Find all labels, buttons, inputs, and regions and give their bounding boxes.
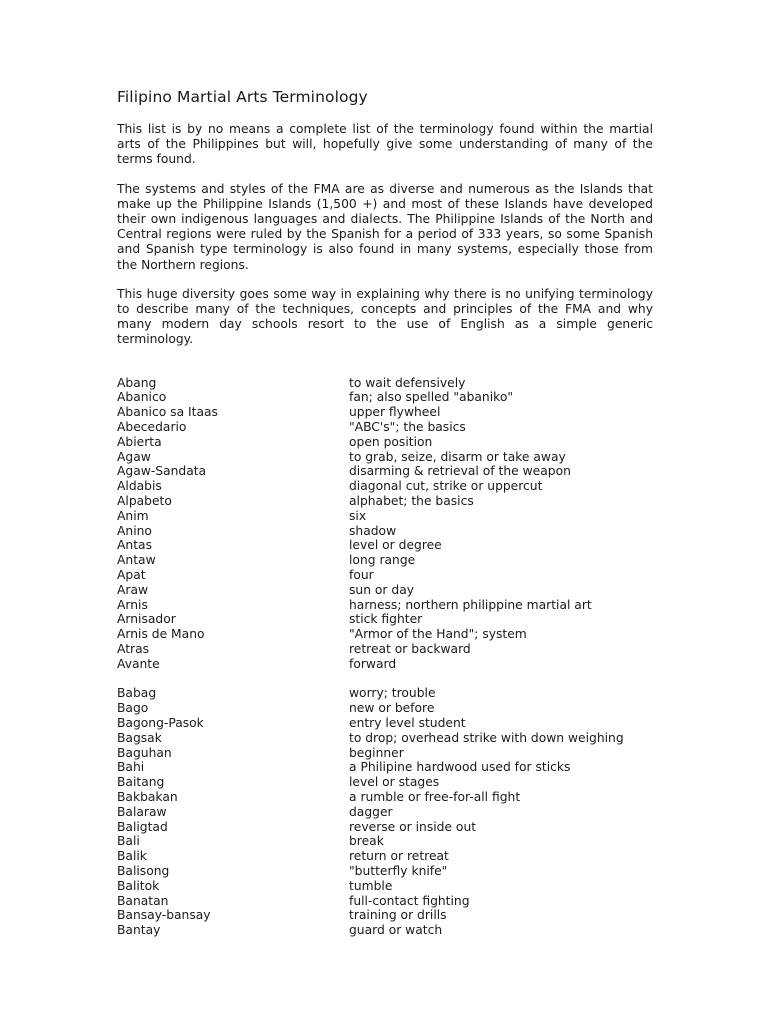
glossary-term: Baitang — [117, 775, 165, 790]
glossary-term: Bagong-Pasok — [117, 715, 204, 730]
glossary-definition: alphabet; the basics — [349, 494, 474, 509]
glossary-definition: shadow — [349, 523, 397, 538]
glossary-definition: to drop; overhead strike with down weighing — [349, 730, 624, 745]
glossary-row — [117, 716, 653, 731]
glossary-term: Bali — [117, 834, 140, 849]
glossary-definition: dagger — [349, 804, 393, 819]
document-title: Filipino Martial Arts Terminology — [117, 88, 368, 106]
glossary-definition: "ABC's"; the basics — [349, 420, 466, 435]
glossary-term: Anino — [117, 523, 152, 538]
glossary-term: Balisong — [117, 863, 170, 878]
glossary-term: Banatan — [117, 893, 169, 908]
glossary-row — [117, 642, 653, 657]
glossary-row — [117, 731, 653, 746]
glossary-row — [117, 701, 653, 716]
glossary-term: Aldabis — [117, 479, 162, 494]
glossary-definition: six — [349, 508, 367, 523]
glossary-row — [117, 420, 653, 435]
glossary-row — [117, 790, 653, 805]
glossary-row — [117, 849, 653, 864]
glossary-term: Avante — [117, 656, 160, 671]
glossary-row — [117, 494, 653, 509]
glossary-row — [117, 435, 653, 450]
glossary-row — [117, 479, 653, 494]
glossary-term: Agaw-Sandata — [117, 464, 207, 479]
glossary-definition: four — [349, 568, 374, 582]
glossary-definition: training or drills — [349, 908, 447, 923]
glossary-definition: open position — [349, 434, 433, 449]
intro-paragraph: This list is by no means a complete list of the terminology found within the martial arts of the Philippines but will, hopefully give some understanding of many of the terms found. — [117, 122, 653, 167]
glossary-row — [117, 538, 653, 553]
glossary-row — [117, 657, 653, 672]
glossary-definition: level or stages — [349, 775, 440, 790]
glossary-row — [117, 405, 653, 420]
history-paragraph: The systems and styles of the FMA are as diverse and numerous as the Islands that make up the Philippine Islands (1,500 +) and most of these Islands have developed their own indigenous languages and dialects. The Philippine Islands of the North and Central regions were ruled by the Spanish for a period of 333 years, so some Spanish and Spanish type terminology is also found in many systems, especially those from the Northern regions. — [117, 181, 653, 272]
glossary-term: Balitok — [117, 878, 160, 893]
glossary-term: Bakbakan — [117, 789, 178, 804]
glossary-term: Abanico sa Itaas — [117, 405, 218, 420]
glossary-term: Balik — [117, 849, 147, 864]
glossary-definition: harness; northern philippine martial art — [349, 597, 592, 612]
glossary-row — [117, 627, 653, 642]
glossary-row — [117, 598, 653, 613]
glossary-term: Baligtad — [117, 819, 168, 834]
glossary-term: Balaraw — [117, 804, 167, 819]
glossary-definition: full-contact fighting — [349, 893, 470, 908]
glossary-definition: retreat or backward — [349, 641, 471, 656]
glossary-definition: beginner — [349, 745, 404, 760]
glossary-definition: to grab, seize, disarm or take away — [349, 449, 566, 464]
glossary-row — [117, 390, 653, 405]
glossary-term: Agaw — [117, 449, 151, 464]
glossary-row — [117, 583, 653, 598]
glossary-definition: to wait defensively — [349, 375, 466, 390]
glossary-row — [117, 820, 653, 835]
glossary-term: Abierta — [117, 434, 162, 449]
glossary-definition: break — [349, 834, 384, 849]
glossary-definition: upper flywheel — [349, 405, 441, 420]
glossary-term: Atras — [117, 641, 150, 656]
glossary-term: Babag — [117, 686, 157, 701]
glossary-term: Arnis — [117, 597, 148, 612]
diversity-paragraph: This huge diversity goes some way in explaining why there is no unifying terminology to describe many of the techniques, concepts and principles of the FMA and why many modern day schools resort to the use of English as a simple generic terminology. — [117, 286, 653, 347]
glossary-group — [117, 686, 653, 938]
glossary — [117, 376, 653, 938]
glossary-row — [117, 923, 653, 938]
glossary-term: Bansay-bansay — [117, 908, 211, 923]
glossary-term: Araw — [117, 582, 149, 597]
glossary-definition: a Philipine hardwood used for sticks — [349, 760, 571, 775]
glossary-definition: tumble — [349, 878, 393, 893]
glossary-row — [117, 376, 653, 391]
glossary-term: Baguhan — [117, 745, 172, 760]
glossary-term: Apat — [117, 568, 146, 582]
glossary-definition: guard or watch — [349, 923, 443, 938]
glossary-term: Bahi — [117, 760, 145, 775]
glossary-term: Antas — [117, 538, 152, 553]
glossary-row — [117, 894, 653, 909]
glossary-term: Anim — [117, 508, 149, 523]
glossary-definition: forward — [349, 656, 397, 671]
glossary-term: Abecedario — [117, 420, 187, 435]
document-page — [117, 86, 653, 953]
glossary-definition: long range — [349, 553, 416, 568]
glossary-term: Abanico — [117, 390, 167, 405]
glossary-row — [117, 553, 653, 568]
glossary-term: Bago — [117, 701, 149, 716]
glossary-definition: "Armor of the Hand"; system — [349, 627, 527, 642]
glossary-row — [117, 864, 653, 879]
glossary-definition: level or degree — [349, 538, 442, 553]
glossary-definition: "butterfly knife" — [349, 863, 448, 878]
glossary-row — [117, 834, 653, 849]
glossary-row — [117, 509, 653, 524]
glossary-definition: worry; trouble — [349, 686, 436, 701]
glossary-row — [117, 775, 653, 790]
glossary-group — [117, 376, 653, 672]
glossary-term: Bagsak — [117, 730, 162, 745]
glossary-term: Bantay — [117, 923, 161, 938]
glossary-term: Alpabeto — [117, 494, 172, 509]
glossary-definition: stick fighter — [349, 612, 423, 627]
glossary-row — [117, 464, 653, 479]
glossary-definition: reverse or inside out — [349, 819, 477, 834]
glossary-term: Arnisador — [117, 612, 176, 627]
glossary-term: Arnis de Mano — [117, 627, 205, 642]
glossary-term: Antaw — [117, 553, 156, 568]
glossary-row — [117, 686, 653, 701]
glossary-definition: a rumble or free-for-all fight — [349, 789, 521, 804]
glossary-row — [117, 760, 653, 775]
glossary-row — [117, 908, 653, 923]
glossary-term: Abang — [117, 375, 157, 390]
glossary-row — [117, 746, 653, 761]
glossary-definition: sun or day — [349, 582, 415, 597]
glossary-row — [117, 568, 653, 583]
glossary-row — [117, 612, 653, 627]
glossary-definition: fan; also spelled "abaniko" — [349, 390, 513, 405]
glossary-definition: return or retreat — [349, 849, 449, 864]
glossary-definition: disarming & retrieval of the weapon — [349, 464, 571, 479]
glossary-row — [117, 879, 653, 894]
glossary-row — [117, 805, 653, 820]
glossary-definition: diagonal cut, strike or uppercut — [349, 479, 543, 494]
glossary-definition: new or before — [349, 701, 435, 716]
glossary-definition: entry level student — [349, 715, 466, 730]
glossary-row — [117, 450, 653, 465]
glossary-row — [117, 524, 653, 539]
